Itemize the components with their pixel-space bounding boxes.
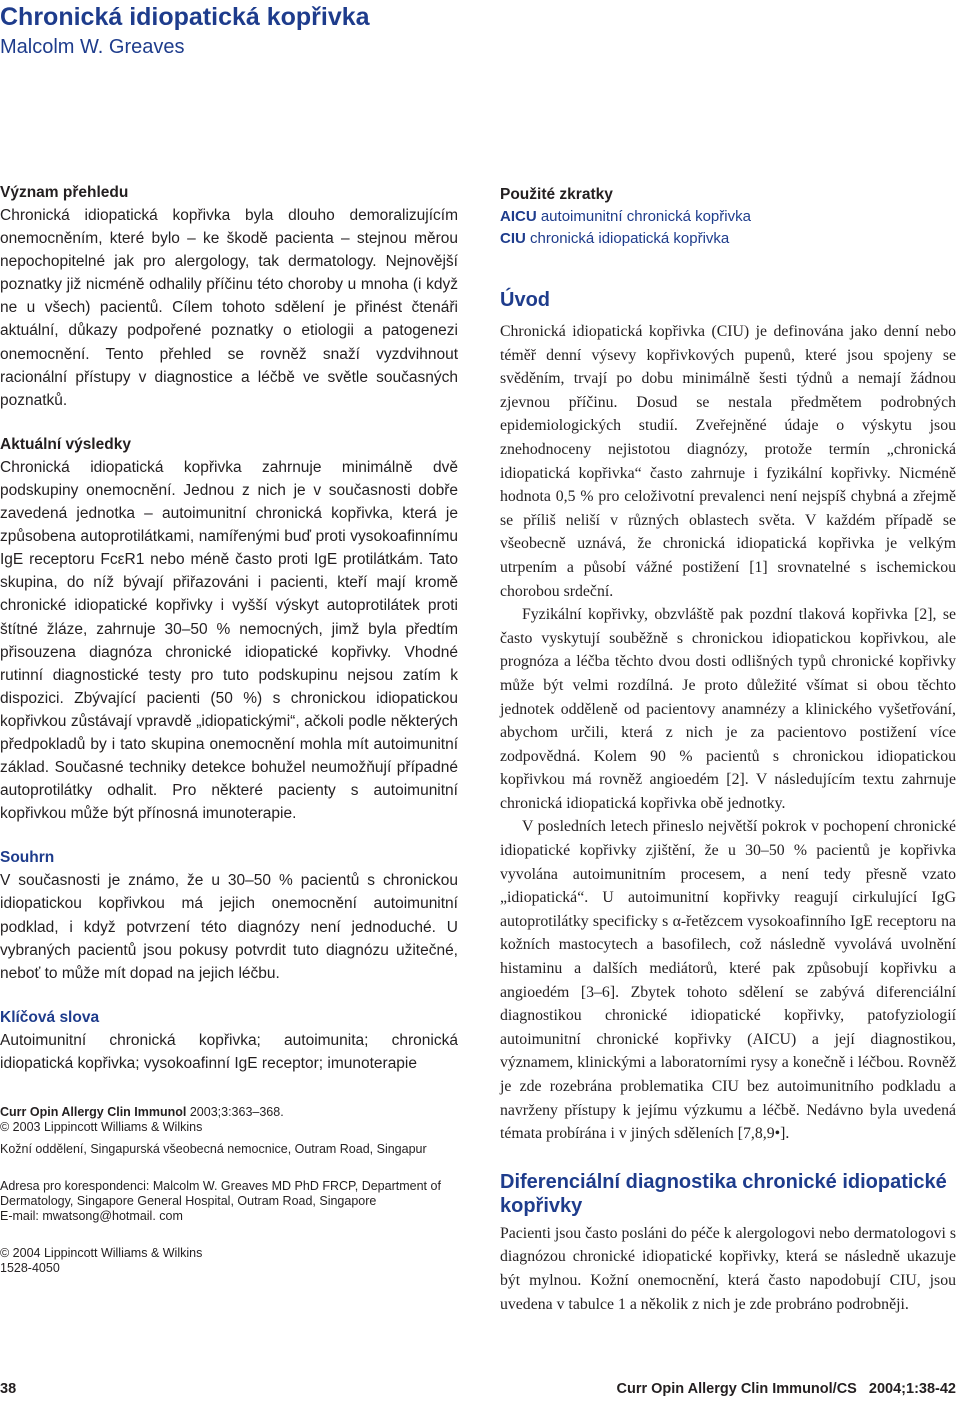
keywords-section xyxy=(0,1007,458,1075)
purpose-heading: Význam přehledu xyxy=(0,184,129,201)
keywords-text: Autoimunitní chronická kopřivka; autoimunita; chronická idiopatická kopřivka; vysokoafinní IgE receptor; imunoterapie xyxy=(0,1031,458,1072)
purpose-section xyxy=(0,182,458,412)
abbreviations-heading: Použité zkratky xyxy=(500,186,613,203)
results-text: Chronická idiopatická kopřivka zahrnuje minimálně dvě podskupiny onemocnění. Jednou z nich je v současnosti dobře zavedená jednotka – autoimunitní chronická kopřivka, která je způsobena autoprotilátkami, namířenými buď proti vysokoafinnímu IgE receptoru FcεR1 nebo méně často proti IgE protilátkám. Tato skupina, do níž bývají přiřazováni i pacienti, kteří mají kromě chronické idiopatické kopřivky i vyšší výskyt autoprotilátek proti štítné žláze, zahrnuje 30–50 % nemocných, jimž byla předtím přisouzena diagnóza chronické idiopatické kopřivky. Vhodné rutinní diagnostické testy pro tuto podskupinu nejsou zatím k dispozici. Zbývající pacienti (50 %) s chronickou idiopatickou kopřivkou zůstávají vpravdě „idiopatickými“, ačkoli podle některých předpokladů by i tato skupina onemocnění mohla mít autoimunitní základ. Současné techniky detekce bohužel neumožňují případné autoprotilátky odhalit. Pro některé pacienty s autoimunitní kopřivkou může být přínosná imunoterapie. xyxy=(0,458,458,823)
abstract-column xyxy=(0,182,458,1276)
abbreviation-meaning: autoimunitní chronická kopřivka xyxy=(540,208,751,225)
purpose-text: Chronická idiopatická kopřivka byla dlouho demoralizujícím onemocněním, které bylo – ke škodě pacienta – stejnou měrou nepochopitelné jak pro alergology, tak dermatology. Nejnovější poznatky již nicméně odhalily příčinu této choroby u mnoha (i když ne u všech) pacientů. Cílem tohoto sdělení je přinést čtenáři aktuální, důkazy podpořené poznatky o etiologii a patogenezi onemocnění. Tento přehled se rovněž snaží vyzdvihnout racionální přístupy v diagnostice a léčbě ve světle současných poznatků. xyxy=(0,207,458,409)
intro-paragraph-3: V posledních letech přineslo největší pokrok v pochopení chronické idiopatické kopřivky zjištění, že u 30–50 % pacientů je kopřivka vyvolána autoimunitním procesem, a není tedy přesně vzato „idiopatická“. U autoimunitní kopřivky reagují cirkulující IgG autoprotilátky specificky s α-řetězcem vysokoafinního IgE receptoru na kožních mastocytech a basofilech, což následně vyvolává uvolnění histaminu a dalších mediátorů, které pak způsobují kopřivku a angioedém [3–6]. Zbytek tohoto sdělení se zabývá diferenciální diagnostikou chronické idiopatické kopřivky, patofyziologií autoimunitní chronické kopřivky (AICU) a její diagnostikou, významem, klinickými a laboratorními rysy a konečně i léčbou. Rovněž je zde rozebrána problematika CIU bez autoimunitního podkladu a navrženy přístupy k jejímu výzkumu a léčbě. Nedávno byla uvedená témata probírána i v jiných sděleních [7,8,9•]. xyxy=(500,818,956,1143)
results-heading: Aktuální výsledky xyxy=(0,435,131,453)
journal-volume: 2003;3:363–368. xyxy=(186,1105,284,1119)
abbreviation-term: CIU xyxy=(500,230,526,247)
differential-heading: Diferenciální diagnostika chronické idiopatické kopřivky xyxy=(500,1170,947,1217)
article-title: Chronická idiopatická kopřivka xyxy=(0,3,370,31)
copyright-2003: © 2003 Lippincott Williams & Wilkins xyxy=(0,1120,203,1134)
issn: 1528-4050 xyxy=(0,1261,60,1275)
journal-reference: Curr Opin Allergy Clin Immunol/CS 2004;1:38-42 xyxy=(616,1381,956,1397)
intro-paragraph-1: Chronická idiopatická kopřivka (CIU) je definována jako denní nebo téměř denní výsevy kopřivkových pupenů, které jsou spojeny se svěděním, trvají po dobu minimálně šesti týdnů a nemají žádnou zjevnou příčinu. Dosud se nestala předmětem podrobných epidemiologických studií. Zveřejněné údaje o výskytu jsou znehodnoceny nejistotou diagnózy, protože termín „chronická idiopatická kopřivka“ často zahrnuje i fyzikální kopřivky. Nicméně hodnota 0,5 % pro celoživotní prevalenci není nejspíš chybná a zřejmě se příliš neliší v různých oblastech světa. V každém případě se všeobecně uznává, že chronická idiopatická kopřivka je velkým utrpením a působí vážné postižení [1] srovnatelné s ischemickou chorobou srdeční. xyxy=(500,323,956,600)
correspondence: Adresa pro korespondenci: Malcolm W. Greaves MD PhD FRCP, Department of Dermatology, Singapore General Hospital, Outram Road, Singapore xyxy=(0,1179,441,1208)
abbreviation-item xyxy=(500,206,956,228)
intro-section xyxy=(500,320,956,1146)
author-name: Malcolm W. Greaves xyxy=(0,36,185,58)
copyright-2004: © 2004 Lippincott Williams & Wilkins xyxy=(0,1246,203,1260)
differential-section xyxy=(500,1222,956,1316)
journal-citation xyxy=(0,1105,458,1120)
intro-heading: Úvod xyxy=(500,289,550,311)
abbreviations-box xyxy=(500,184,956,250)
abbreviation-item xyxy=(500,228,956,250)
body-column xyxy=(500,184,956,1316)
page-number: 38 xyxy=(0,1381,17,1397)
article-metadata xyxy=(0,1105,458,1276)
abbreviation-meaning: chronická idiopatická kopřivka xyxy=(530,230,730,247)
summary-section xyxy=(0,847,458,984)
differential-paragraph-1: Pacienti jsou často posláni do péče k alergologovi nebo dermatologovi s diagnózou chronické idiopatické kopřivky, která se následně ukazuje být mylnou. Kožní onemocnění, která často napodobují CIU, jsou uvedena v tabulce 1 a několik z nich je zde probráno podrobněji. xyxy=(500,1224,956,1313)
email-address: E-mail: mwatsong@hotmail. com xyxy=(0,1209,183,1223)
affiliation: Kožní oddělení, Singapurská všeobecná nemocnice, Outram Road, Singapur xyxy=(0,1142,427,1156)
summary-text: V současnosti je známo, že u 30–50 % pacientů s chronickou idiopatickou kopřivkou má jejich onemocnění autoimunitní podklad, i když potvrzení této diagnózy není jednoduché. U vybraných pacientů jsou pokusy potvrdit tuto diagnózu užitečné, neboť to může mít dopad na jejich léčbu. xyxy=(0,872,458,982)
intro-paragraph-2: Fyzikální kopřivky, obzvláště pak pozdní tlaková kopřivka [2], se často vyskytují souběžně s chronickou idiopatickou kopřivkou, ale prognóza a léčba těchto dvou dosti odlišných typů chronické kopřivky může být velmi rozdílná. Je proto důležité všímat si obou těchto jednotek odděleně od pacientovy anamnézy a klinického vyšetřování, abychom určili, která z nich je za pacientovo postižení více zodpovědná. Kolem 90 % pacientů s chronickou idiopatickou kopřivkou má rovněž angioedém [2]. V následujícím textu zahrnuje chronická idiopatická kopřivka obě jednotky. xyxy=(500,606,956,812)
abbreviation-term: AICU xyxy=(500,208,537,225)
journal-name: Curr Opin Allergy Clin Immunol xyxy=(0,1105,187,1119)
results-section xyxy=(0,434,458,826)
summary-heading: Souhrn xyxy=(0,849,55,867)
keywords-heading: Klíčová slova xyxy=(0,1008,100,1026)
